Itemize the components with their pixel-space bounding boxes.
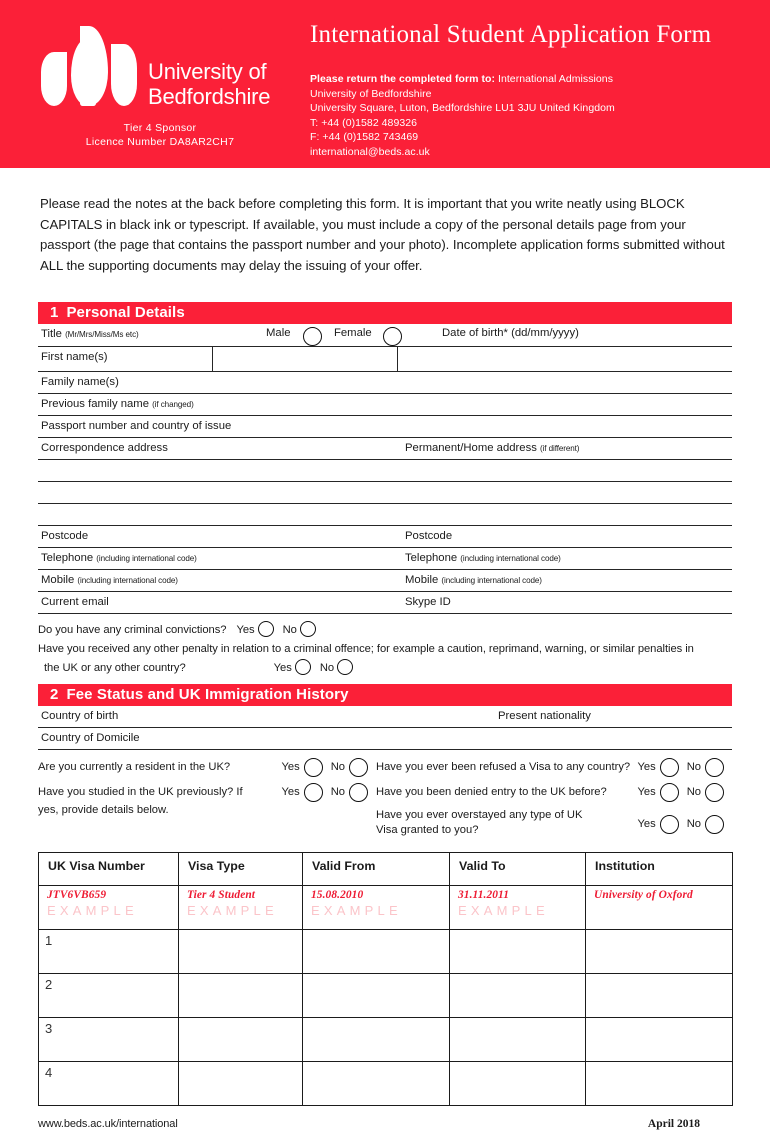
criminal-convictions-question: Do you have any criminal convictions?	[38, 624, 227, 636]
example-watermark: EXAMPLE	[458, 903, 549, 918]
table-row-example	[39, 886, 733, 930]
mobile-left-hint: (including international code)	[77, 576, 178, 585]
return-lead-line	[310, 72, 740, 87]
family-name-label: Family name(s)	[41, 376, 119, 388]
correspondence-address-line-3[interactable]	[38, 504, 401, 526]
telephone-right-cell[interactable]	[401, 548, 732, 570]
table-row[interactable]	[39, 974, 733, 1018]
logo-petal-4	[111, 44, 137, 106]
postcode-row[interactable]	[38, 526, 732, 548]
criminal-convictions-yes-label: Yes	[236, 624, 255, 636]
return-department: International Admissions	[495, 73, 613, 85]
immigration-questions-grid	[38, 758, 732, 838]
first-name-label-cell	[38, 347, 213, 371]
female-radio[interactable]	[383, 324, 402, 346]
country-of-birth-label: Country of birth	[41, 710, 119, 722]
section-1-header	[38, 302, 732, 324]
permanent-address-text: Permanent/Home address	[405, 442, 537, 454]
studied-uk-no-label: No	[330, 786, 345, 798]
mobile-right-label	[405, 570, 732, 588]
previous-family-name-text: Previous family name	[41, 398, 149, 410]
skype-id-cell[interactable]	[401, 592, 732, 614]
first-name-row[interactable]	[38, 347, 732, 372]
cell-institution[interactable]	[586, 974, 733, 1018]
penalty-answers	[274, 659, 353, 678]
page-title: International Student Application Form	[310, 21, 712, 48]
return-line-address: University Square, Luton, Bedfordshire LU1 3JU United Kingdom	[310, 102, 615, 115]
title-label-text: Title	[41, 328, 62, 340]
overstayed-visa-question-row	[376, 808, 732, 838]
penalty-no-label: No	[319, 662, 335, 674]
immigration-questions-left	[38, 758, 376, 838]
column-header-visa-number: UK Visa Number	[39, 853, 179, 886]
cell-valid-to[interactable]	[450, 930, 586, 974]
studied-uk-answers	[281, 783, 376, 802]
current-email-label: Current email	[41, 596, 109, 608]
example-watermark: EXAMPLE	[47, 903, 138, 918]
telephone-left-text: Telephone	[41, 552, 94, 564]
form-sheet	[38, 302, 732, 1106]
example-visa-type: Tier 4 Student	[187, 889, 256, 901]
mobile-row[interactable]	[38, 570, 732, 592]
refused-visa-question-row	[376, 758, 732, 777]
telephone-right-text: Telephone	[405, 552, 458, 564]
logo-wordmark-line2: Bedfordshire	[148, 84, 271, 109]
resident-uk-yes-radio[interactable]	[304, 758, 323, 777]
bedfordshire-petal-logo-icon	[40, 26, 138, 112]
overstayed-visa-question: Have you ever overstayed any type of UK Visa granted to you?	[376, 809, 583, 836]
denied-entry-no-label: No	[686, 786, 701, 798]
page-header	[0, 0, 770, 168]
example-cell-visa-number	[39, 886, 179, 930]
studied-uk-question-continuation-row	[38, 802, 376, 819]
previous-family-name-row[interactable]	[38, 394, 732, 416]
address-heading-row	[38, 438, 732, 460]
passport-number-label: Passport number and country of issue	[41, 420, 232, 432]
cell-visa-type[interactable]	[179, 930, 303, 974]
denied-entry-yes-label: Yes	[637, 786, 656, 798]
logo-petal-1	[41, 52, 67, 106]
permanent-address-heading-cell	[401, 438, 732, 460]
cell-institution[interactable]	[586, 1062, 733, 1106]
example-valid-from: 15.08.2010	[311, 889, 364, 901]
penalty-yes-label: Yes	[273, 662, 292, 674]
footer-website-url[interactable]: www.beds.ac.uk/international	[38, 1118, 178, 1130]
permanent-address-hint: (if different)	[540, 444, 580, 453]
return-fax: F: +44 (0)1582 743469	[310, 131, 419, 144]
example-visa-number: JTV6VB659	[47, 889, 107, 901]
cell-valid-to[interactable]	[450, 1018, 586, 1062]
correspondence-address-heading-cell	[38, 438, 401, 460]
mobile-left-cell[interactable]	[38, 570, 401, 592]
section-2-title: Fee Status and UK Immigration History	[66, 686, 349, 703]
cell-institution[interactable]	[586, 930, 733, 974]
cell-valid-to[interactable]	[450, 1062, 586, 1106]
postcode-left-cell[interactable]	[38, 526, 401, 548]
studied-uk-question: Have you studied in the UK previously? If	[38, 786, 243, 798]
telephone-right-hint: (including international code)	[460, 554, 561, 563]
cell-valid-from[interactable]	[303, 974, 450, 1018]
example-cell-valid-to	[450, 886, 586, 930]
mobile-left-label	[41, 570, 401, 588]
overstayed-visa-yes-radio[interactable]	[660, 815, 679, 834]
criminal-convictions-question-row	[38, 621, 732, 640]
mobile-left-text: Mobile	[41, 574, 75, 586]
present-nationality-label: Present nationality	[498, 710, 591, 722]
section-1-title: Personal Details	[66, 304, 185, 321]
studied-uk-yes-label: Yes	[281, 786, 300, 798]
mobile-right-hint: (including international code)	[441, 576, 542, 585]
sponsor-licence: Licence Number DA8AR2CH7	[85, 136, 235, 148]
footer-revision-date: April 2018	[647, 1118, 700, 1130]
university-logo-block	[40, 26, 290, 149]
immigration-questions-right	[376, 758, 732, 838]
denied-entry-no-radio[interactable]	[705, 783, 724, 802]
address-line-row[interactable]	[38, 460, 732, 482]
resident-uk-question: Are you currently a resident in the UK?	[38, 761, 231, 773]
male-radio[interactable]	[303, 324, 322, 346]
telephone-right-label	[405, 548, 732, 566]
mobile-right-text: Mobile	[405, 574, 439, 586]
first-name-label: First name(s)	[41, 351, 108, 363]
refused-visa-answers	[637, 758, 732, 777]
dob-input-cell[interactable]	[398, 347, 732, 371]
uk-visa-history-table	[38, 852, 733, 1106]
permanent-address-line-3[interactable]	[401, 504, 732, 526]
overstayed-visa-yes-label: Yes	[637, 818, 656, 830]
section-1-number: 1	[50, 304, 59, 321]
column-header-valid-to: Valid To	[450, 853, 586, 886]
telephone-left-cell[interactable]	[38, 548, 401, 570]
example-valid-to: 31.11.2011	[458, 889, 509, 901]
telephone-left-hint: (including international code)	[96, 554, 197, 563]
table-row[interactable]	[39, 1018, 733, 1062]
mobile-right-cell[interactable]	[401, 570, 732, 592]
cell-visa-type[interactable]	[179, 1018, 303, 1062]
return-lead-label: Please return the completed form to:	[310, 73, 496, 85]
logo-petal-3	[80, 26, 108, 106]
example-watermark: EXAMPLE	[187, 903, 278, 918]
address-line-row[interactable]	[38, 482, 732, 504]
resident-uk-question-row	[38, 758, 376, 777]
gender-input-cell[interactable]	[213, 347, 398, 371]
criminal-convictions-answers	[236, 621, 315, 640]
row-number: 2	[39, 974, 179, 1018]
permanent-address-label	[405, 438, 732, 456]
return-address-block	[310, 72, 740, 160]
sponsor-info	[40, 121, 280, 149]
correspondence-address-line-2[interactable]	[38, 482, 401, 504]
postcode-left-label: Postcode	[41, 530, 89, 542]
refused-visa-yes-radio[interactable]	[660, 758, 679, 777]
resident-uk-answers	[281, 758, 376, 777]
penalty-yes-radio[interactable]	[295, 659, 311, 675]
return-email: international@beds.ac.uk	[310, 145, 430, 158]
denied-entry-yes-radio[interactable]	[660, 783, 679, 802]
dob-label-text: Date of birth*	[442, 327, 508, 339]
return-telephone: T: +44 (0)1582 489326	[310, 116, 418, 129]
title-field-label	[41, 324, 139, 342]
studied-uk-yes-radio[interactable]	[304, 783, 323, 802]
refused-visa-no-label: No	[686, 761, 701, 773]
resident-uk-no-radio[interactable]	[349, 758, 368, 777]
section-2-header	[38, 684, 732, 706]
criminal-convictions-no-radio[interactable]	[300, 621, 316, 637]
dob-label-hint: (dd/mm/yyyy)	[511, 327, 579, 339]
cell-valid-from[interactable]	[303, 930, 450, 974]
current-email-cell[interactable]	[38, 592, 401, 614]
example-cell-visa-type	[179, 886, 303, 930]
previous-family-name-hint: (if changed)	[152, 400, 194, 409]
table-row[interactable]	[39, 1062, 733, 1106]
column-header-valid-from: Valid From	[303, 853, 450, 886]
skype-id-label: Skype ID	[405, 596, 451, 608]
postcode-right-cell[interactable]	[401, 526, 732, 548]
dob-field-label	[442, 324, 579, 339]
refused-visa-yes-label: Yes	[637, 761, 656, 773]
female-label: Female	[334, 327, 372, 339]
telephone-left-label	[41, 548, 401, 566]
title-gender-dob-row	[38, 324, 732, 347]
address-line-row[interactable]	[38, 504, 732, 526]
penalty-question-row-2	[38, 659, 732, 678]
cell-visa-type[interactable]	[179, 974, 303, 1018]
table-row[interactable]	[39, 930, 733, 974]
passport-number-row[interactable]	[38, 416, 732, 438]
male-label: Male	[266, 327, 291, 339]
penalty-question-line-1: Have you received any other penalty in relation to a criminal offence; for example a caution, reprimand, warning, or similar penalties in	[38, 643, 694, 655]
sponsor-tier: Tier 4 Sponsor	[123, 122, 197, 134]
logo-wordmark-line1: University of	[148, 59, 267, 84]
title-label-hint: (Mr/Mrs/Miss/Ms etc)	[65, 330, 139, 339]
logo-wordmark	[148, 59, 270, 112]
header-right	[310, 20, 740, 160]
criminal-questions-block	[38, 621, 732, 678]
cell-institution[interactable]	[586, 1018, 733, 1062]
telephone-row[interactable]	[38, 548, 732, 570]
denied-entry-question: Have you been denied entry to the UK before?	[376, 786, 607, 798]
denied-entry-answers	[637, 783, 732, 802]
example-watermark: EXAMPLE	[311, 903, 402, 918]
intro-paragraph: Please read the notes at the back before completing this form. It is important that you write neatly using BLOCK CAPITALS in black ink or typescript. If available, you must include a copy of the personal details page from your passport (the page that contains the passport number and your photo). Incomplete application forms submitted without ALL the supporting documents may delay the issuing of your offer.	[40, 196, 725, 273]
postcode-right-label: Postcode	[405, 530, 453, 542]
present-nationality-cell[interactable]	[438, 706, 732, 728]
example-institution: University of Oxford	[594, 889, 693, 901]
penalty-no-radio[interactable]	[337, 659, 353, 675]
row-number: 3	[39, 1018, 179, 1062]
permanent-address-line-1[interactable]	[401, 460, 732, 482]
penalty-question-line-2: the UK or any other country?	[44, 662, 186, 674]
column-header-institution: Institution	[586, 853, 733, 886]
correspondence-address-label: Correspondence address	[41, 442, 168, 454]
cell-valid-to[interactable]	[450, 974, 586, 1018]
row-number: 4	[39, 1062, 179, 1106]
correspondence-address-line-1[interactable]	[38, 460, 401, 482]
page-footer	[38, 1118, 732, 1130]
refused-visa-question: Have you ever been refused a Visa to any country?	[376, 761, 631, 773]
studied-uk-question-row	[38, 783, 376, 802]
permanent-address-line-2[interactable]	[401, 482, 732, 504]
family-name-row[interactable]	[38, 372, 732, 394]
example-cell-valid-from	[303, 886, 450, 930]
refused-visa-no-radio[interactable]	[705, 758, 724, 777]
overstayed-visa-answers	[637, 808, 732, 834]
criminal-convictions-yes-radio[interactable]	[258, 621, 274, 637]
studied-uk-no-radio[interactable]	[349, 783, 368, 802]
resident-uk-no-label: No	[330, 761, 345, 773]
resident-uk-yes-label: Yes	[281, 761, 300, 773]
cell-visa-type[interactable]	[179, 1062, 303, 1106]
denied-entry-question-row	[376, 783, 732, 802]
country-of-domicile-row[interactable]	[38, 728, 732, 750]
studied-uk-question-continuation: yes, provide details below.	[38, 804, 169, 816]
table-header-row	[39, 853, 733, 886]
cell-valid-from[interactable]	[303, 1062, 450, 1106]
email-skype-row[interactable]	[38, 592, 732, 614]
overstayed-visa-no-radio[interactable]	[705, 815, 724, 834]
return-line-university: University of Bedfordshire	[310, 87, 432, 100]
birth-nationality-row[interactable]	[38, 706, 732, 728]
cell-valid-from[interactable]	[303, 1018, 450, 1062]
previous-family-name-label	[38, 394, 194, 412]
example-cell-institution	[586, 886, 733, 930]
country-of-birth-cell[interactable]	[38, 706, 438, 728]
column-header-visa-type: Visa Type	[179, 853, 303, 886]
section-2-number: 2	[50, 686, 59, 703]
criminal-convictions-no-label: No	[282, 624, 297, 636]
overstayed-visa-no-label: No	[686, 818, 701, 830]
country-of-domicile-label: Country of Domicile	[41, 732, 140, 744]
row-number: 1	[39, 930, 179, 974]
